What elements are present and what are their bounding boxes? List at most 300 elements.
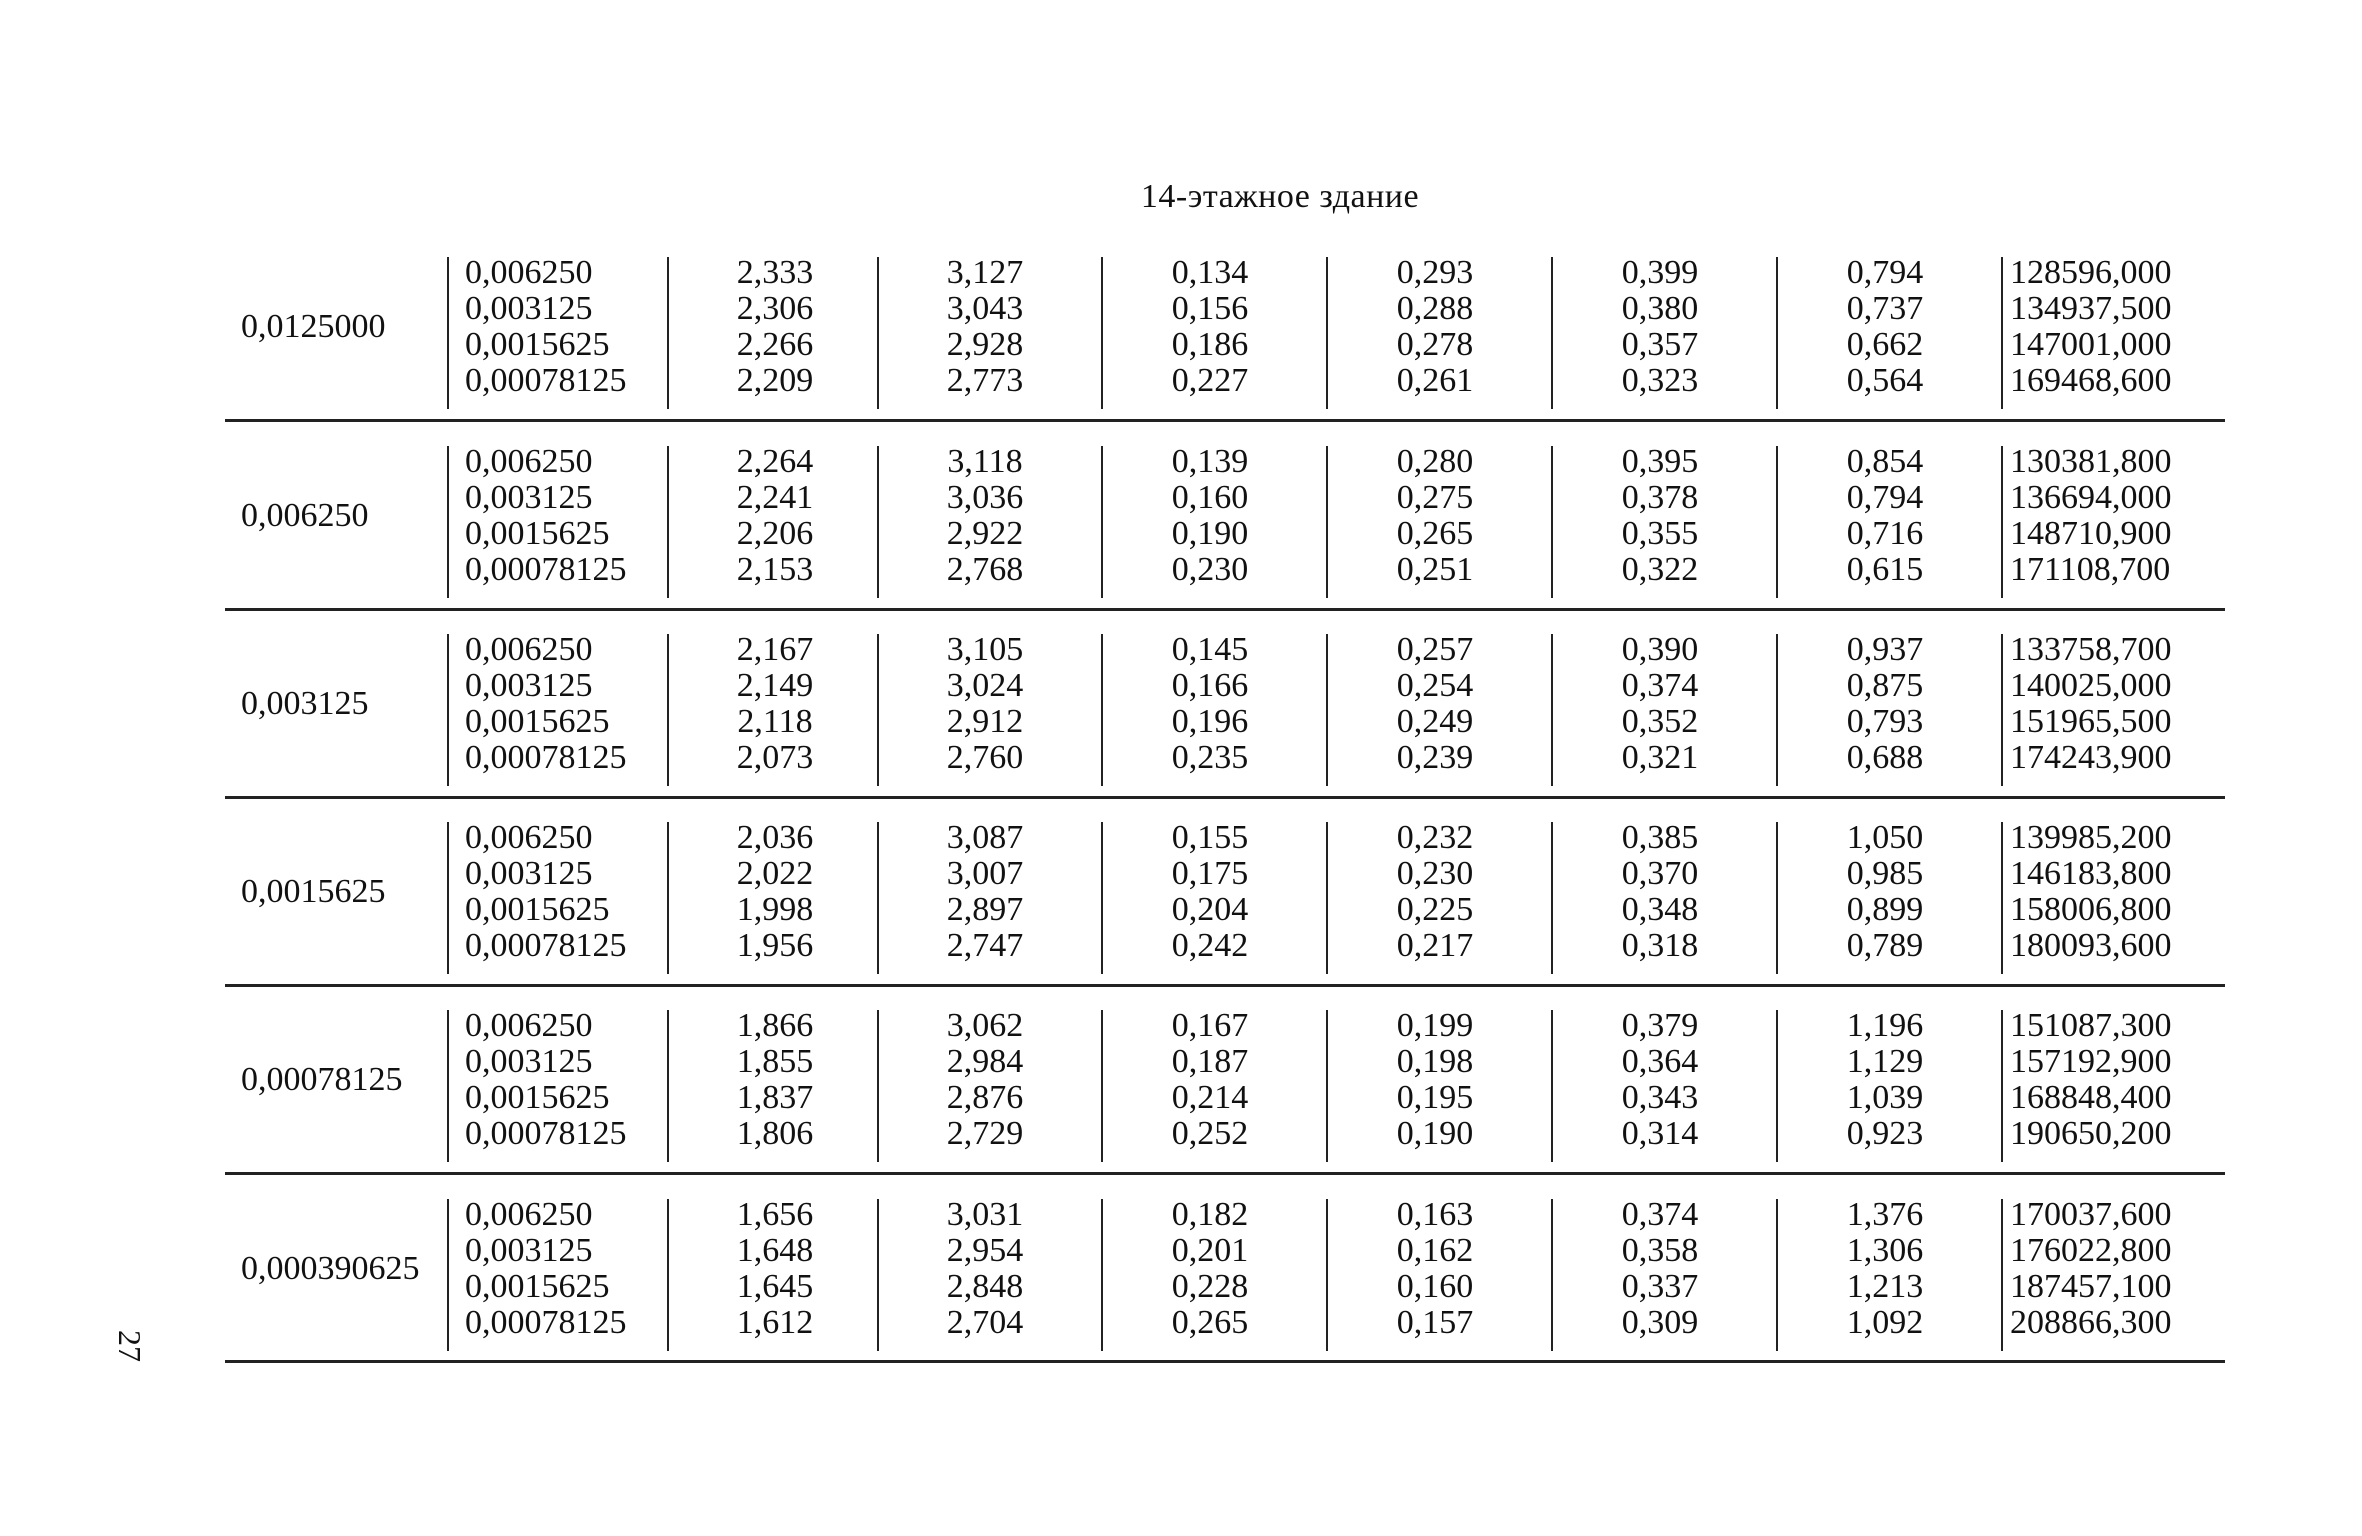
- column-divider: [1551, 822, 1553, 974]
- table-cell: 2,876: [946, 1079, 1024, 1116]
- table-cell: 1,806: [736, 1115, 814, 1152]
- table-block: [225, 1197, 2225, 1386]
- column-divider: [2001, 257, 2003, 409]
- table-cell: 0,235: [1171, 739, 1249, 776]
- table-cell: 0,794: [1846, 479, 1924, 516]
- table-cell: 0,217: [1396, 927, 1474, 964]
- table-column: [885, 444, 1085, 633]
- table-cell: 0,139: [1171, 443, 1249, 480]
- table-cell: 0,175: [1171, 855, 1249, 892]
- table-cell: 2,266: [736, 326, 814, 363]
- table-cell: 1,645: [736, 1268, 814, 1305]
- column-divider: [1551, 1199, 1553, 1351]
- table-column: [1785, 820, 1985, 1009]
- table-cell: 2,773: [946, 362, 1024, 399]
- table-column: [1335, 1008, 1535, 1197]
- table-cell: 0,190: [1171, 515, 1249, 552]
- column-divider: [1326, 1199, 1328, 1351]
- table-cell: 2,206: [736, 515, 814, 552]
- table-block: [225, 632, 2225, 821]
- table-cell: 0,374: [1621, 1196, 1699, 1233]
- table-column: [2010, 1197, 2225, 1386]
- table-cell: 0,196: [1171, 703, 1249, 740]
- table-cell: 3,036: [946, 479, 1024, 516]
- column-divider: [1776, 822, 1778, 974]
- table-cell: 0,380: [1621, 290, 1699, 327]
- table-cell: 0,006250: [465, 819, 593, 856]
- table-cell: 0,0015625: [465, 1079, 610, 1116]
- column-divider: [1326, 634, 1328, 786]
- table-cell: 3,007: [946, 855, 1024, 892]
- table-cell: 0,688: [1846, 739, 1924, 776]
- table-cell: 0,854: [1846, 443, 1924, 480]
- table-column: [1110, 632, 1310, 821]
- table-cell: 2,704: [946, 1304, 1024, 1341]
- row-separator: [225, 1172, 2225, 1175]
- table-cell: 2,264: [736, 443, 814, 480]
- table-cell: 0,166: [1171, 667, 1249, 704]
- table-cell: 169468,600: [2010, 362, 2172, 399]
- column-divider: [1326, 446, 1328, 598]
- table-column: [1110, 820, 1310, 1009]
- column-divider: [447, 822, 449, 974]
- table-cell: 171108,700: [2010, 551, 2171, 588]
- table-cell: 0,293: [1396, 254, 1474, 291]
- table-cell: 0,318: [1621, 927, 1699, 964]
- table-cell: 2,747: [946, 927, 1024, 964]
- table-column: [1335, 444, 1535, 633]
- table-cell: 0,278: [1396, 326, 1474, 363]
- table-cell: 1,376: [1846, 1196, 1924, 1233]
- table-cell: 0,280: [1396, 443, 1474, 480]
- table-column: [1335, 820, 1535, 1009]
- table-cell: 140025,000: [2010, 667, 2172, 704]
- table-column: [2010, 1008, 2225, 1197]
- column-divider: [877, 634, 879, 786]
- column-divider: [2001, 634, 2003, 786]
- table-cell: 2,022: [736, 855, 814, 892]
- table-cell: 2,897: [946, 891, 1024, 928]
- table-cell: 2,768: [946, 551, 1024, 588]
- table-cell: 158006,800: [2010, 891, 2172, 928]
- row-group-label: 0,00078125: [241, 1061, 403, 1098]
- column-divider: [877, 822, 879, 974]
- table-cell: 0,875: [1846, 667, 1924, 704]
- table-cell: 2,306: [736, 290, 814, 327]
- table-cell: 2,729: [946, 1115, 1024, 1152]
- table-cell: 0,232: [1396, 819, 1474, 856]
- table-cell: 2,912: [946, 703, 1024, 740]
- table-cell: 208866,300: [2010, 1304, 2172, 1341]
- table-cell: 0,794: [1846, 254, 1924, 291]
- table-column: [465, 1197, 665, 1386]
- table-cell: 0,227: [1171, 362, 1249, 399]
- table-cell: 0,251: [1396, 551, 1474, 588]
- table-cell: 0,249: [1396, 703, 1474, 740]
- table-cell: 0,374: [1621, 667, 1699, 704]
- table-cell: 0,789: [1846, 927, 1924, 964]
- table-cell: 3,127: [946, 254, 1024, 291]
- table-cell: 0,00078125: [465, 1115, 627, 1152]
- column-divider: [1101, 1010, 1103, 1162]
- table-cell: 0,003125: [465, 667, 593, 704]
- row-separator: [225, 419, 2225, 422]
- table-cell: 151087,300: [2010, 1007, 2172, 1044]
- table-cell: 130381,800: [2010, 443, 2172, 480]
- table-cell: 0,204: [1171, 891, 1249, 928]
- table-column: [1335, 1197, 1535, 1386]
- table-cell: 0,214: [1171, 1079, 1249, 1116]
- table-cell: 2,928: [946, 326, 1024, 363]
- table-cell: 0,899: [1846, 891, 1924, 928]
- column-divider: [1101, 634, 1103, 786]
- table-cell: 187457,100: [2010, 1268, 2172, 1305]
- table-cell: 1,612: [736, 1304, 814, 1341]
- table-cell: 0,379: [1621, 1007, 1699, 1044]
- table-cell: 0,343: [1621, 1079, 1699, 1116]
- table-cell: 0,162: [1396, 1232, 1474, 1269]
- table-cell: 3,024: [946, 667, 1024, 704]
- table-cell: 0,385: [1621, 819, 1699, 856]
- table-cell: 0,937: [1846, 631, 1924, 668]
- table-cell: 0,323: [1621, 362, 1699, 399]
- row-group-label: 0,003125: [241, 685, 369, 722]
- row-group-label: 0,0015625: [241, 873, 386, 910]
- column-divider: [2001, 822, 2003, 974]
- table-cell: 1,039: [1846, 1079, 1924, 1116]
- table-cell: 190650,200: [2010, 1115, 2172, 1152]
- table-cell: 151965,500: [2010, 703, 2172, 740]
- table-cell: 2,149: [736, 667, 814, 704]
- table-cell: 0,261: [1396, 362, 1474, 399]
- table-cell: 0,314: [1621, 1115, 1699, 1152]
- column-divider: [1101, 822, 1103, 974]
- column-divider: [1551, 634, 1553, 786]
- table-column: [1110, 255, 1310, 444]
- table-cell: 0,337: [1621, 1268, 1699, 1305]
- table-cell: 0,225: [1396, 891, 1474, 928]
- table-cell: 147001,000: [2010, 326, 2172, 363]
- column-divider: [447, 446, 449, 598]
- table-cell: 0,239: [1396, 739, 1474, 776]
- table-cell: 2,760: [946, 739, 1024, 776]
- table-cell: 1,956: [736, 927, 814, 964]
- table-cell: 0,00078125: [465, 927, 627, 964]
- column-divider: [877, 1199, 879, 1351]
- table-cell: 1,855: [736, 1043, 814, 1080]
- table-cell: 2,209: [736, 362, 814, 399]
- table-column: [1110, 1008, 1310, 1197]
- table-cell: 0,348: [1621, 891, 1699, 928]
- table-cell: 180093,600: [2010, 927, 2172, 964]
- table-cell: 148710,900: [2010, 515, 2172, 552]
- table-cell: 1,866: [736, 1007, 814, 1044]
- table-cell: 0,378: [1621, 479, 1699, 516]
- table-cell: 0,395: [1621, 443, 1699, 480]
- table-cell: 0,157: [1396, 1304, 1474, 1341]
- table-cell: 2,036: [736, 819, 814, 856]
- table-cell: 0,252: [1171, 1115, 1249, 1152]
- table-column: [1560, 1197, 1760, 1386]
- table-cell: 0,198: [1396, 1043, 1474, 1080]
- table-block: [225, 255, 2225, 444]
- table-cell: 0,364: [1621, 1043, 1699, 1080]
- table-cell: 0,716: [1846, 515, 1924, 552]
- column-divider: [667, 446, 669, 598]
- table-cell: 0,615: [1846, 551, 1924, 588]
- table-cell: 3,105: [946, 631, 1024, 668]
- table-column: [2010, 820, 2225, 1009]
- column-divider: [447, 1010, 449, 1162]
- table-cell: 0,0015625: [465, 703, 610, 740]
- table-cell: 2,167: [736, 631, 814, 668]
- column-divider: [1326, 1010, 1328, 1162]
- table-cell: 0,003125: [465, 290, 593, 327]
- table-cell: 0,187: [1171, 1043, 1249, 1080]
- table-cell: 0,309: [1621, 1304, 1699, 1341]
- row-separator: [225, 608, 2225, 611]
- table-column: [465, 820, 665, 1009]
- table-cell: 1,656: [736, 1196, 814, 1233]
- table-cell: 1,092: [1846, 1304, 1924, 1341]
- table-column: [1560, 820, 1760, 1009]
- table-cell: 0,190: [1396, 1115, 1474, 1152]
- column-divider: [1776, 446, 1778, 598]
- column-divider: [667, 634, 669, 786]
- table-column: [1110, 444, 1310, 633]
- table-cell: 176022,800: [2010, 1232, 2172, 1269]
- table-cell: 3,118: [947, 443, 1023, 480]
- table-cell: 0,321: [1621, 739, 1699, 776]
- table-cell: 0,322: [1621, 551, 1699, 588]
- table-column: [2010, 255, 2225, 444]
- column-divider: [1101, 257, 1103, 409]
- table-column: [885, 820, 1085, 1009]
- table-cell: 0,006250: [465, 1007, 593, 1044]
- table-column: [885, 1197, 1085, 1386]
- table-cell: 0,985: [1846, 855, 1924, 892]
- table-block: [225, 1008, 2225, 1197]
- row-group-label: 0,0125000: [241, 308, 386, 345]
- column-divider: [2001, 446, 2003, 598]
- table-cell: 0,0015625: [465, 515, 610, 552]
- table-cell: 0,265: [1171, 1304, 1249, 1341]
- table-column: [465, 1008, 665, 1197]
- column-divider: [877, 446, 879, 598]
- table-cell: 0,003125: [465, 1232, 593, 1269]
- table-cell: 0,0015625: [465, 891, 610, 928]
- table-cell: 0,737: [1846, 290, 1924, 327]
- table-cell: 0,0015625: [465, 326, 610, 363]
- table-cell: 0,399: [1621, 254, 1699, 291]
- table-cell: 0,201: [1171, 1232, 1249, 1269]
- table-cell: 0,254: [1396, 667, 1474, 704]
- table-cell: 157192,900: [2010, 1043, 2172, 1080]
- table-cell: 0,370: [1621, 855, 1699, 892]
- table-column: [1560, 1008, 1760, 1197]
- column-divider: [447, 1199, 449, 1351]
- column-divider: [1776, 1199, 1778, 1351]
- table-cell: 0,230: [1396, 855, 1474, 892]
- column-divider: [1551, 1010, 1553, 1162]
- table-cell: 0,288: [1396, 290, 1474, 327]
- table-cell: 0,257: [1396, 631, 1474, 668]
- table-cell: 0,358: [1621, 1232, 1699, 1269]
- table-cell: 3,043: [946, 290, 1024, 327]
- table-cell: 0,242: [1171, 927, 1249, 964]
- table-cell: 2,118: [737, 703, 813, 740]
- table-cell: 0,160: [1171, 479, 1249, 516]
- table-cell: 1,998: [736, 891, 814, 928]
- table-column: [1110, 1197, 1310, 1386]
- table-column: [1335, 632, 1535, 821]
- table-column: [885, 255, 1085, 444]
- column-divider: [1326, 257, 1328, 409]
- table-block: [225, 444, 2225, 633]
- table-column: [2010, 444, 2225, 633]
- column-divider: [1776, 1010, 1778, 1162]
- table-column: [465, 444, 665, 633]
- table-cell: 3,087: [946, 819, 1024, 856]
- table-cell: 0,163: [1396, 1196, 1474, 1233]
- column-divider: [877, 257, 879, 409]
- table-column: [675, 444, 875, 633]
- table-cell: 1,129: [1846, 1043, 1924, 1080]
- table-cell: 1,837: [736, 1079, 814, 1116]
- table-column: [1785, 1197, 1985, 1386]
- table-cell: 0,275: [1396, 479, 1474, 516]
- column-divider: [1101, 1199, 1103, 1351]
- column-divider: [1551, 446, 1553, 598]
- table-cell: 0,793: [1846, 703, 1924, 740]
- table-column: [1785, 632, 1985, 821]
- column-divider: [2001, 1010, 2003, 1162]
- table-column: [2010, 632, 2225, 821]
- table-cell: 0,134: [1171, 254, 1249, 291]
- table-cell: 0,195: [1396, 1079, 1474, 1116]
- table-cell: 0,003125: [465, 1043, 593, 1080]
- table-cell: 0,00078125: [465, 1304, 627, 1341]
- row-group-label: 0,000390625: [241, 1250, 420, 1287]
- column-divider: [1776, 634, 1778, 786]
- table-cell: 1,050: [1846, 819, 1924, 856]
- table-column: [885, 1008, 1085, 1197]
- table-cell: 2,954: [946, 1232, 1024, 1269]
- table-cell: 0,352: [1621, 703, 1699, 740]
- table-cell: 0,357: [1621, 326, 1699, 363]
- table-cell: 2,153: [736, 551, 814, 588]
- table-cell: 2,848: [946, 1268, 1024, 1305]
- table-cell: 168848,400: [2010, 1079, 2172, 1116]
- table-cell: 0,355: [1621, 515, 1699, 552]
- row-separator: [225, 1360, 2225, 1363]
- page-number: 27: [112, 1330, 148, 1362]
- table-cell: 0,564: [1846, 362, 1924, 399]
- table-cell: 1,648: [736, 1232, 814, 1269]
- table-cell: 0,186: [1171, 326, 1249, 363]
- column-divider: [2001, 1199, 2003, 1351]
- table-column: [465, 255, 665, 444]
- table-cell: 0,006250: [465, 443, 593, 480]
- table-cell: 134937,500: [2010, 290, 2172, 327]
- table-cell: 3,062: [946, 1007, 1024, 1044]
- table-cell: 0,182: [1171, 1196, 1249, 1233]
- table-cell: 3,031: [946, 1196, 1024, 1233]
- table-column: [1560, 632, 1760, 821]
- table-cell: 133758,700: [2010, 631, 2172, 668]
- table-cell: 0,923: [1846, 1115, 1924, 1152]
- table-cell: 1,306: [1846, 1232, 1924, 1269]
- column-divider: [667, 1010, 669, 1162]
- table-cell: 128596,000: [2010, 254, 2172, 291]
- table-cell: 174243,900: [2010, 739, 2172, 776]
- table-cell: 0,0015625: [465, 1268, 610, 1305]
- table-cell: 0,003125: [465, 479, 593, 516]
- column-divider: [667, 1199, 669, 1351]
- table-cell: 0,230: [1171, 551, 1249, 588]
- table-column: [465, 632, 665, 821]
- table-column: [675, 1197, 875, 1386]
- table-cell: 139985,200: [2010, 819, 2172, 856]
- table-cell: 0,155: [1171, 819, 1249, 856]
- table-column: [1785, 1008, 1985, 1197]
- column-divider: [447, 257, 449, 409]
- table-cell: 0,156: [1171, 290, 1249, 327]
- table-cell: 0,199: [1396, 1007, 1474, 1044]
- table-cell: 0,003125: [465, 855, 593, 892]
- table-block: [225, 820, 2225, 1009]
- table-cell: 0,167: [1171, 1007, 1249, 1044]
- table-cell: 0,00078125: [465, 739, 627, 776]
- column-divider: [667, 257, 669, 409]
- column-divider: [667, 822, 669, 974]
- table-cell: 2,922: [946, 515, 1024, 552]
- table-column: [1335, 255, 1535, 444]
- table-cell: 2,333: [736, 254, 814, 291]
- table-cell: 170037,600: [2010, 1196, 2172, 1233]
- column-divider: [1551, 257, 1553, 409]
- table-column: [675, 255, 875, 444]
- row-separator: [225, 796, 2225, 799]
- table-cell: 1,196: [1846, 1007, 1924, 1044]
- table-cell: 0,00078125: [465, 551, 627, 588]
- table-cell: 0,006250: [465, 254, 593, 291]
- table-column: [1560, 255, 1760, 444]
- table-cell: 136694,000: [2010, 479, 2172, 516]
- table-column: [675, 1008, 875, 1197]
- table-cell: 0,160: [1396, 1268, 1474, 1305]
- table-cell: 2,073: [736, 739, 814, 776]
- column-divider: [1326, 822, 1328, 974]
- table-cell: 2,984: [946, 1043, 1024, 1080]
- table-cell: 0,265: [1396, 515, 1474, 552]
- row-separator: [225, 984, 2225, 987]
- table-cell: 2,241: [736, 479, 814, 516]
- column-divider: [877, 1010, 879, 1162]
- table-cell: 0,390: [1621, 631, 1699, 668]
- column-divider: [1101, 446, 1103, 598]
- column-divider: [447, 634, 449, 786]
- table-cell: 1,213: [1846, 1268, 1924, 1305]
- table-cell: 0,228: [1171, 1268, 1249, 1305]
- table-cell: 0,006250: [465, 631, 593, 668]
- row-group-label: 0,006250: [241, 497, 369, 534]
- table-cell: 0,006250: [465, 1196, 593, 1233]
- table-column: [1560, 444, 1760, 633]
- table-column: [885, 632, 1085, 821]
- table-column: [675, 632, 875, 821]
- table-cell: 146183,800: [2010, 855, 2172, 892]
